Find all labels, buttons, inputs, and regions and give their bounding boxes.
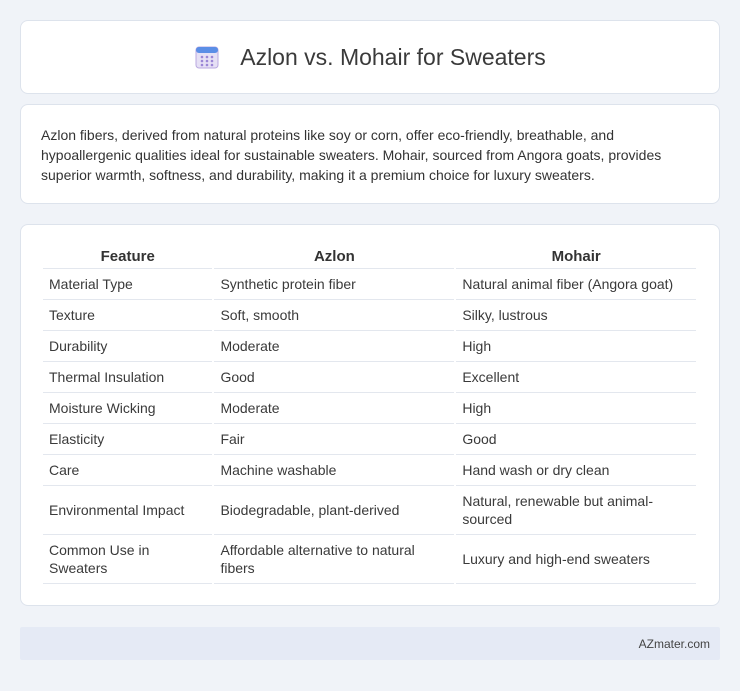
table-row [43,393,696,424]
mohair-cell: Silky, lustrous [456,300,696,331]
intro-card [20,104,720,204]
azlon-cell: Biodegradable, plant-derived [214,486,454,535]
table-header-row [43,245,696,269]
intro-text: Azlon fibers, derived from natural proteins like soy or corn, offer eco-friendly, breathable, and hypoallergenic qualities ideal for sustainable sweaters. Mohair, sourced from Angora goats, provides superior warmth, softness, and durability, making it a premium choice for luxury sweaters. [41,127,662,183]
feature-cell: Environmental Impact [43,486,212,535]
azlon-cell: Good [214,362,454,393]
feature-cell: Durability [43,331,212,362]
azlon-cell: Machine washable [214,455,454,486]
table-row [43,535,696,584]
azlon-cell: Moderate [214,393,454,424]
mohair-cell: Natural animal fiber (Angora goat) [456,269,696,300]
footer-site-link[interactable]: AZmater.com [638,636,710,651]
table-row [43,486,696,535]
footer [20,627,720,660]
feature-cell: Moisture Wicking [43,393,212,424]
table-row [43,269,696,300]
header-feature: Feature [43,245,212,269]
azlon-cell: Affordable alternative to natural fibers [214,535,454,584]
table-row [43,362,696,393]
mohair-cell: Excellent [456,362,696,393]
comparison-table [41,245,698,584]
mohair-cell: Good [456,424,696,455]
header-mohair: Mohair [456,245,696,269]
mohair-cell: Natural, renewable but animal-sourced [456,486,696,535]
table-row [43,300,696,331]
mohair-cell: High [456,393,696,424]
feature-cell: Thermal Insulation [43,362,212,393]
feature-cell: Elasticity [43,424,212,455]
azlon-cell: Synthetic protein fiber [214,269,454,300]
mohair-cell: Hand wash or dry clean [456,455,696,486]
header-azlon: Azlon [214,245,454,269]
feature-cell: Care [43,455,212,486]
azlon-cell: Soft, smooth [214,300,454,331]
title-card [20,20,720,94]
mohair-cell: Luxury and high-end sweaters [456,535,696,584]
table-row [43,455,696,486]
feature-cell: Texture [43,300,212,331]
table-row [43,331,696,362]
mohair-cell: High [456,331,696,362]
azlon-cell: Moderate [214,331,454,362]
azlon-cell: Fair [214,424,454,455]
page-title: Azlon vs. Mohair for Sweaters [240,43,546,70]
comparison-card [20,224,720,606]
calendar-icon [194,44,220,70]
feature-cell: Common Use in Sweaters [43,535,212,584]
feature-cell: Material Type [43,269,212,300]
table-row [43,424,696,455]
